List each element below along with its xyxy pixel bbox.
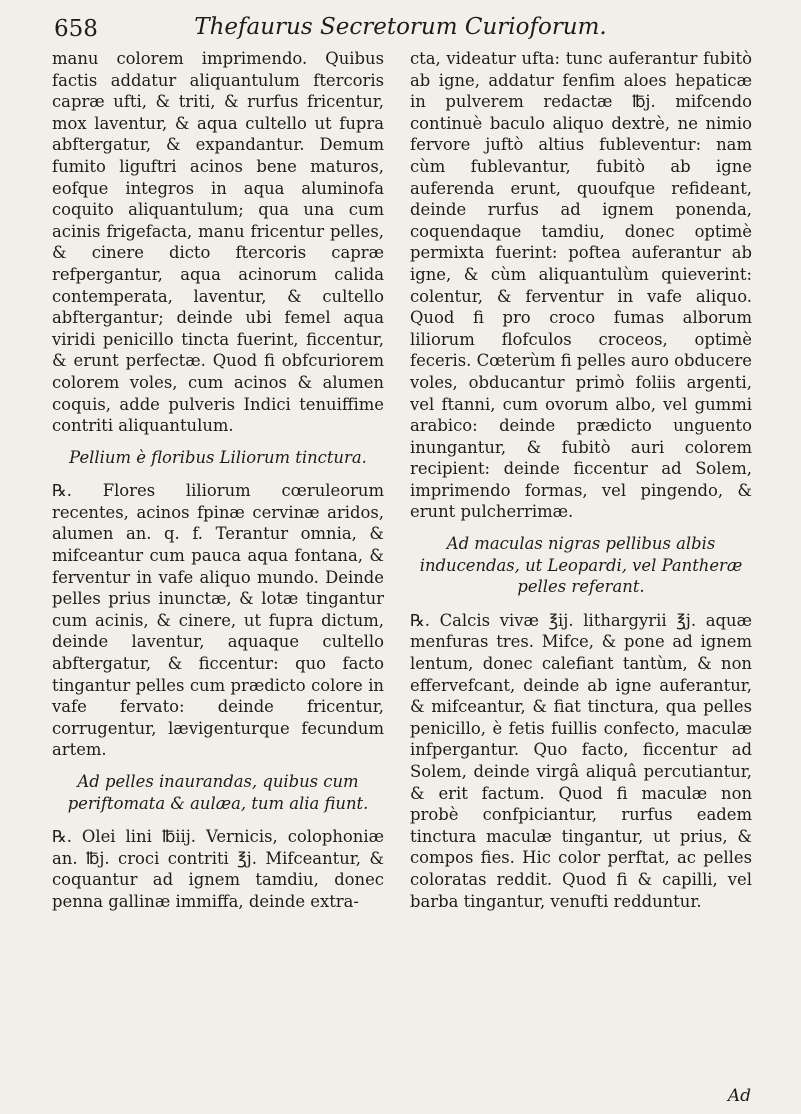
section-heading: Ad pelles inaurandas, quibus cum periftomata & aulæa, tum alia fiunt. (67, 772, 369, 813)
paragraph: ℞. Flores liliorum cœruleorum recentes, acinos fpinæ cervinæ aridos, alumen an. q. f. Terantur omnia, & mifceantur cum pauca aqua fontana, & ferventur in vafe aliquo mundo. Deinde pelles prius inunctæ, & lotæ tingantur cum acinis, & cinere, ut fupra dictum, deinde laventur, aquaque cultello abftergatur, & ficcentur: quo facto tingantur pelles cum prædicto colore in vafe fervato: deinde fricentur, corrugentur, lævigenturque fecundum artem. (52, 481, 384, 760)
catchword: Ad (727, 1086, 751, 1106)
paragraph: ℞. Olei lini ℔iij. Vernicis, colophoniæ an. ℔j. croci contriti ℥j. Mifceantur, & coquantur ad ignem tamdiu, donec penna gallinæ immiffa, deinde extra- (52, 827, 384, 911)
right-column (410, 48, 752, 912)
page-number: 658 (54, 16, 98, 42)
paragraph: cta, videatur ufta: tunc auferantur fubitò ab igne, addatur fenfim aloes hepaticæ in pulverem redactæ ℔j. mifcendo continuè baculo aliquo dextrè, ne nimio fervore juftò altius fubleventur: nam cùm fublevantur, fubitò ab igne auferenda erunt, quoufque refideant, deinde rurfus ad ignem ponenda, coquendaque tamdiu, donec optimè permixta fuerint: poftea auferantur ab igne, & cùm aliquantulùm quieverint: colentur, & ferventur in vafe aliquo. Quod fi pro croco fumas alborum liliorum flofculos croceos, optimè feceris. Cœterùm fi pelles auro obducere voles, obducantur primò foliis argenti, vel ftanni, cum ovorum albo, vel gummi arabico: deinde prædicto unguento inungantur, & fubitò auri colorem recipient: deinde ficcentur ad Solem, imprimendo formas, vel pingendo, & erunt pulcherrimæ. (410, 49, 752, 522)
section-heading: Pellium è floribus Liliorum tinctura. (69, 447, 367, 467)
page-header (40, 14, 761, 46)
left-column (52, 48, 384, 913)
running-title: Thefaurus Secretorum Curioforum. (194, 14, 607, 40)
section-heading: Ad maculas nigras pellibus albis inducendas, ut Leopardi, vel Pantheræ pelles referant. (419, 534, 743, 597)
paragraph: manu colorem imprimendo. Quibus factis addatur aliquantulum ftercoris capræ ufti, & triti, & rurfus fricentur, mox laventur, & aqua cultello ut fupra abftergatur, & expandantur. Demum fumito liguftri acinos bene maturos, eofque integros in aqua aluminofa coquito aliquantulum; qua una cum acinis frigefacta, manu fricentur pelles, & cinere dicto ftercoris capræ refpergantur, aqua acinorum calida contemperata, laventur, & cultello abftergantur; deinde ubi femel aqua viridi penicillo tincta fuerint, ficcentur, & erunt perfectæ. Quod fi obfcuriorem colorem voles, cum acinos & alumen coquis, adde pulveris Indici tenuiffime contriti aliquantulum. (52, 49, 384, 436)
paragraph: ℞. Calcis vivæ ℥ij. lithargyrii ℥j. aquæ menfuras tres. Mifce, & pone ad ignem lentum, donec calefiant tantùm, & non effervefcant, deinde ab igne auferantur, & mifceantur, & fiat tinctura, qua pelles penicillo, è fetis fuillis confecto, maculæ infpergantur. Quo facto, ficcentur ad Solem, deinde virgâ aliquâ percutiantur, & erit factum. Quod fi maculæ non probè confpiciantur, rurfus eadem tinctura maculæ tingantur, ut prius, & compos fies. Hic color perftat, ac pelles coloratas reddit. Quod fi & capilli, vel barba tingantur, venufti redduntur. (410, 610, 752, 911)
